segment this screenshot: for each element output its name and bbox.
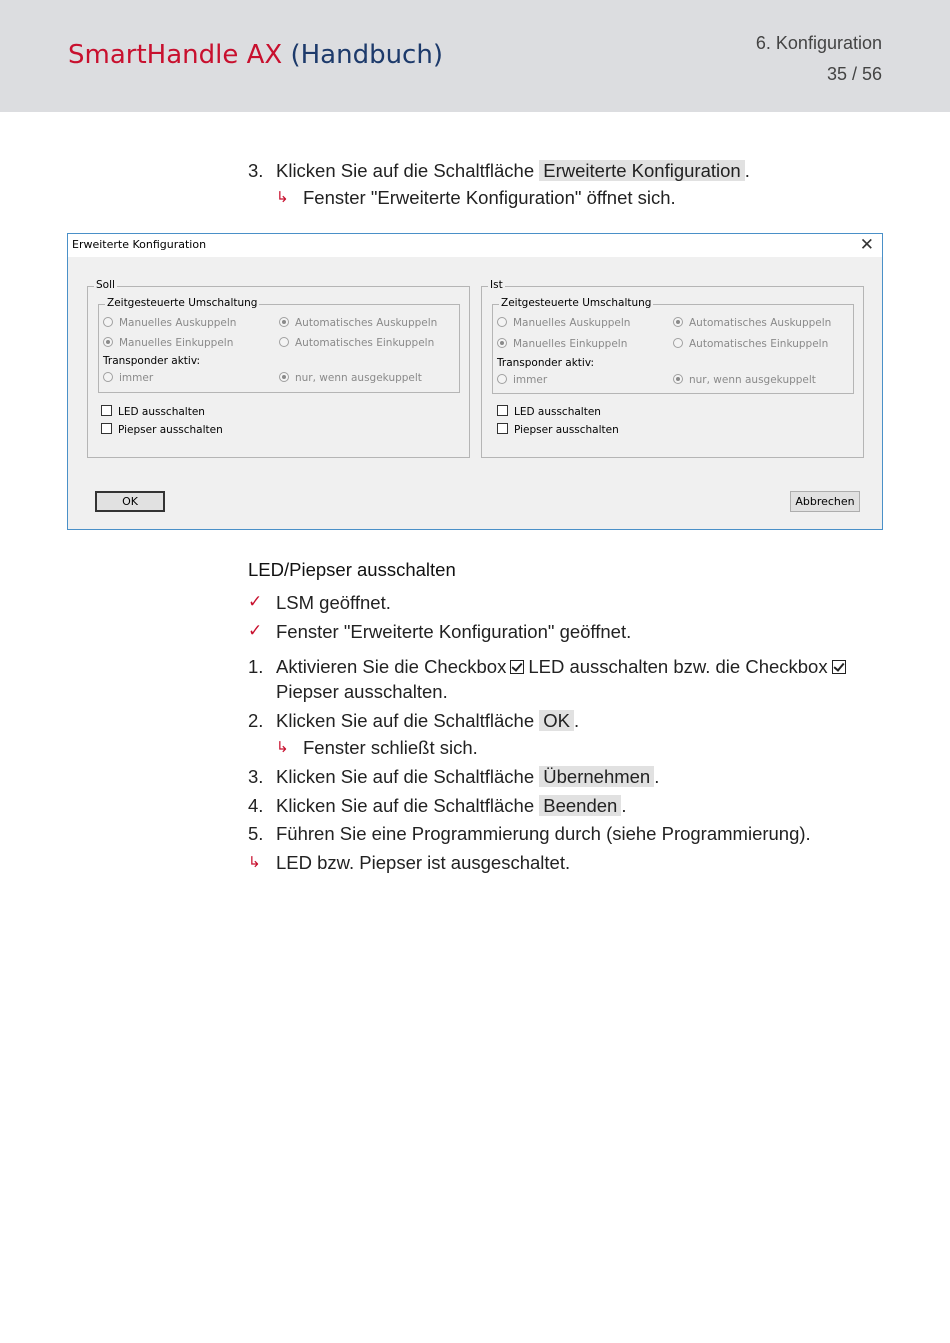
precondition-text: LSM geöffnet. [276,592,391,613]
result-text: Fenster "Erweiterte Konfiguration" öffnet sich. [303,187,676,208]
check-icon: ✓ [248,592,263,612]
checkbox-icon [497,423,508,434]
option-label: Automatisches Auskuppeln [295,317,438,329]
step-text [276,795,626,817]
page-number: 35 / 56 [826,64,882,84]
step-text: Klicken Sie auf die Schaltfläche [276,160,535,181]
radio-icon [103,337,113,347]
checkbox-label: Piepser ausschalten [514,424,619,436]
step-suffix: . [654,766,660,787]
button-reference: Beenden [539,795,621,816]
ist-auto-decouple-radio[interactable] [673,317,831,329]
step-suffix: . [744,160,750,181]
checked-checkbox-icon [510,660,524,674]
soll-beeper-off-checkbox[interactable] [101,423,223,436]
option-label: nur, wenn ausgekuppelt [295,372,422,384]
brand-title [68,40,443,70]
soll-always-radio[interactable] [103,372,153,384]
brand-subtitle: (Handbuch) [290,40,443,70]
chapter-title: 6. Konfiguration [755,33,882,53]
step-text-part: LED ausschalten bzw. die Checkbox [528,656,828,677]
step-number: 5. [248,823,264,844]
radio-icon [673,338,683,348]
option-label: Manuelles Einkuppeln [513,338,628,350]
option-label: Automatisches Auskuppeln [689,317,832,329]
soll-group [87,279,470,458]
step-number: 1. [248,656,264,677]
checkbox-icon [101,423,112,434]
result-arrow-icon: ↳ [248,853,261,871]
soll-time-switch-label: Zeitgesteuerte Umschaltung [107,297,258,309]
step-text [276,710,579,732]
ist-led-off-checkbox[interactable] [497,405,601,418]
option-label: Manuelles Auskuppeln [513,317,631,329]
step-text-part: Klicken Sie auf die Schaltfläche [276,766,535,787]
ist-beeper-off-checkbox[interactable] [497,423,619,436]
checkbox-label: Piepser ausschalten [118,424,223,436]
button-reference: OK [539,710,574,731]
result-arrow-icon: ↳ [276,738,289,756]
radio-icon [279,337,289,347]
radio-icon [673,317,683,327]
intro-step [276,160,750,182]
step-text [276,766,659,788]
radio-icon [673,374,683,384]
brand-name: SmartHandle AX [68,40,283,70]
ist-manual-couple-radio[interactable] [497,338,627,350]
checkbox-icon [497,405,508,416]
checkbox-label: LED ausschalten [514,406,601,418]
soll-auto-couple-radio[interactable] [279,337,434,349]
option-label: immer [119,372,154,384]
ist-time-switch-label: Zeitgesteuerte Umschaltung [501,297,652,309]
soll-time-switch-group [98,297,460,393]
ist-group [481,279,864,458]
ist-label: Ist [490,279,503,291]
cancel-button[interactable]: Abbrechen [790,491,860,512]
radio-icon [279,372,289,382]
step-suffix: . [574,710,580,731]
step-number: 3. [248,766,264,787]
ist-time-switch-group [492,297,854,394]
step-number: 2. [248,710,264,731]
step-text: Führen Sie eine Programmierung durch (siehe Programmierung). [276,823,811,844]
radio-icon [497,317,507,327]
option-label: Automatisches Einkuppeln [295,337,435,349]
radio-icon [103,317,113,327]
result-text: Fenster schließt sich. [303,737,478,758]
soll-manual-couple-radio[interactable] [103,337,233,349]
option-label: immer [513,374,548,386]
option-label: Automatisches Einkuppeln [689,338,829,350]
button-reference: Übernehmen [539,766,654,787]
button-reference: Erweiterte Konfiguration [539,160,744,181]
ist-transponder-label: Transponder aktiv: [497,357,594,369]
option-label: Manuelles Einkuppeln [119,337,234,349]
check-icon: ✓ [248,621,263,641]
header-info [756,28,882,90]
ist-only-decoupled-radio[interactable] [673,374,816,386]
step-number: 3. [248,160,264,181]
ok-button[interactable]: OK [95,491,165,512]
precondition-text: Fenster "Erweiterte Konfiguration" geöffnet. [276,621,632,642]
radio-icon [497,338,507,348]
step-number: 4. [248,795,264,816]
step-text [276,656,850,678]
ist-always-radio[interactable] [497,374,547,386]
checked-checkbox-icon [832,660,846,674]
dialog-window [67,233,883,530]
ist-auto-couple-radio[interactable] [673,338,828,350]
step-text-part: Aktivieren Sie die Checkbox [276,656,507,677]
soll-label: Soll [96,279,115,291]
result-arrow-icon: ↳ [276,188,289,206]
option-label: nur, wenn ausgekuppelt [689,374,816,386]
checkbox-icon [101,405,112,416]
step-text-part: Klicken Sie auf die Schaltfläche [276,710,535,731]
soll-manual-decouple-radio[interactable] [103,317,236,329]
soll-transponder-label: Transponder aktiv: [103,355,200,367]
step-text-continued: Piepser ausschalten. [276,681,448,702]
step-text-part: Klicken Sie auf die Schaltfläche [276,795,535,816]
section-heading: LED/Piepser ausschalten [248,559,456,580]
soll-auto-decouple-radio[interactable] [279,317,437,329]
ist-manual-decouple-radio[interactable] [497,317,630,329]
dialog-title: Erweiterte Konfiguration [72,238,207,251]
dialog-titlebar [68,234,882,257]
option-label: Manuelles Auskuppeln [119,317,237,329]
close-icon[interactable]: ✕ [859,235,874,255]
radio-icon [279,317,289,327]
radio-icon [497,374,507,384]
final-result-text: LED bzw. Piepser ist ausgeschaltet. [276,852,571,873]
checkbox-label: LED ausschalten [118,406,205,418]
page-header [0,0,950,112]
soll-led-off-checkbox[interactable] [101,405,205,418]
radio-icon [103,372,113,382]
step-suffix: . [621,795,627,816]
soll-only-decoupled-radio[interactable] [279,372,422,384]
